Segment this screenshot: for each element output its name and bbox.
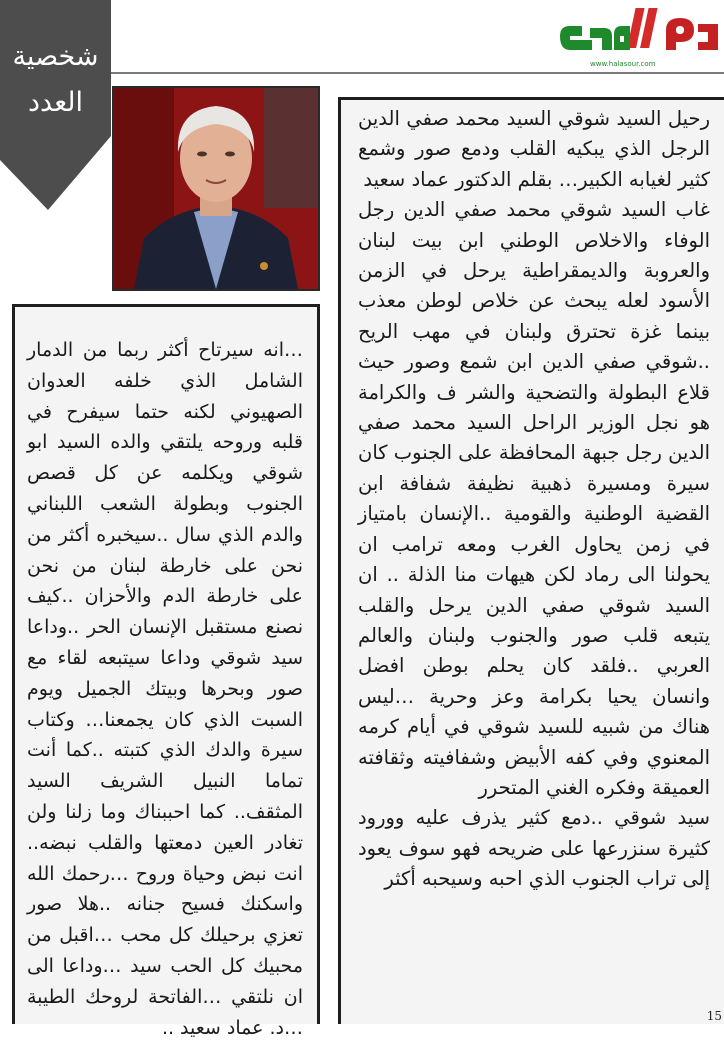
article-paragraph: غاب السيد شوقي محمد صفي الدين رجل الوفاء والاخلاص الوطني ابن بيت لبنان والعروبة والديمقراطية يرحل في الزمن الأسود لعله يبحث عن خلاص لوطن معذب بينما غزة تحترق ولبنان في مهب الريح ..شوقي صفي الدين ابن شمع وصور حيث قلاع البطولة والتضحية والشر ف والكرامة هو نجل الوزير الراحل السيد محمد صفي الدين رجل جبهة المحافظة على الجنوب كان سيرة ومسيرة ذهبية نظيفة شفافة ابن القضية الوطنية والقومية ..الإنسان بامتياز في زمن يحاول الغرب ومعه ترامب ان يحولنا الى رماد لكن هيهات منا الذلة .. ان السيد شوقي صفي الدين يرحل والقلب يتبعه قلب صور والجنوب ولبنان والعالم العربي ..فلقد كان يحلم بوطن افضل وانسان يحيا بكرامة وعز وحرية …ليس هناك من شبيه للسيد شوقي في أيام كرمه المعنوي وفي كفه الأبيض وشفافيته وثقافته العميقة وفكره الغني المتحرر xyxy=(358,198,710,799)
portrait-photo xyxy=(112,86,320,291)
main-article-text xyxy=(358,104,710,895)
section-tab-title xyxy=(0,34,111,126)
section-tab xyxy=(0,0,111,210)
page-number: 15 xyxy=(706,1009,722,1023)
article-headline: رحيل السيد شوقي السيد محمد صفي الدين الرجل الذي يبكيه القلب ودمع صور وشمع كثير لغيابه الكبير… بقلم الدكتور عماد سعيد xyxy=(358,107,710,191)
header-divider xyxy=(111,72,724,74)
side-article-box xyxy=(12,304,320,1039)
main-article-box xyxy=(338,97,724,1024)
section-tab-line2: العدد xyxy=(28,87,83,118)
side-article-text: …انه سيرتاح أكثر ربما من الدمار الشامل الذي خلفه العدوان الصهيوني لكنه حتما سيفرح في قلبه وروحه يلتقي والده السيد ابو شوقي ويكلمه عن كل قصص الجنوب وبطولة الشعب اللبناني والدم الذي سال ..سيخبره أكثر من نحن على خارطة لبنان من نحن على خارطة الدم والأحزان ..كيف نصنع مستقبل الإنسان الحر ..وداعا سيد شوقي وداعا سيتبعه لقاء مع صور وبحرها وبيتك الجميل ويوم السبت الذي كان يجمعنا… وكتاب سيرة والدك الذي كتبته ..كما أنت تماما النبيل الشريف السيد المثقف.. كما احببناك وما زلنا ولن تغادر العين دمعتها والقلب نبضه.. انت نبض وحياة وروح …رحمك الله واسكنك فسيح جنانه ..هلا صور تعزي برحيلك كل محب …اقبل من محبيك كل الحب سيد …وداعا الى ان نلتقي …الفاتحة لروحك الطيبة …د. عماد سعيد .. xyxy=(27,339,303,1039)
article-paragraph: سيد شوقي ..دمع كثير يذرف عليه وورود كثيرة سنزرعها على ضريحه فهو سوف يعود إلى تراب الجنوب الذي احبه وسيحبه أكثر xyxy=(358,806,710,891)
section-tab-line1: شخصية xyxy=(12,41,99,72)
halasour-logo-icon[interactable] xyxy=(556,6,724,68)
logo-url: www.halasour.com xyxy=(590,60,656,68)
